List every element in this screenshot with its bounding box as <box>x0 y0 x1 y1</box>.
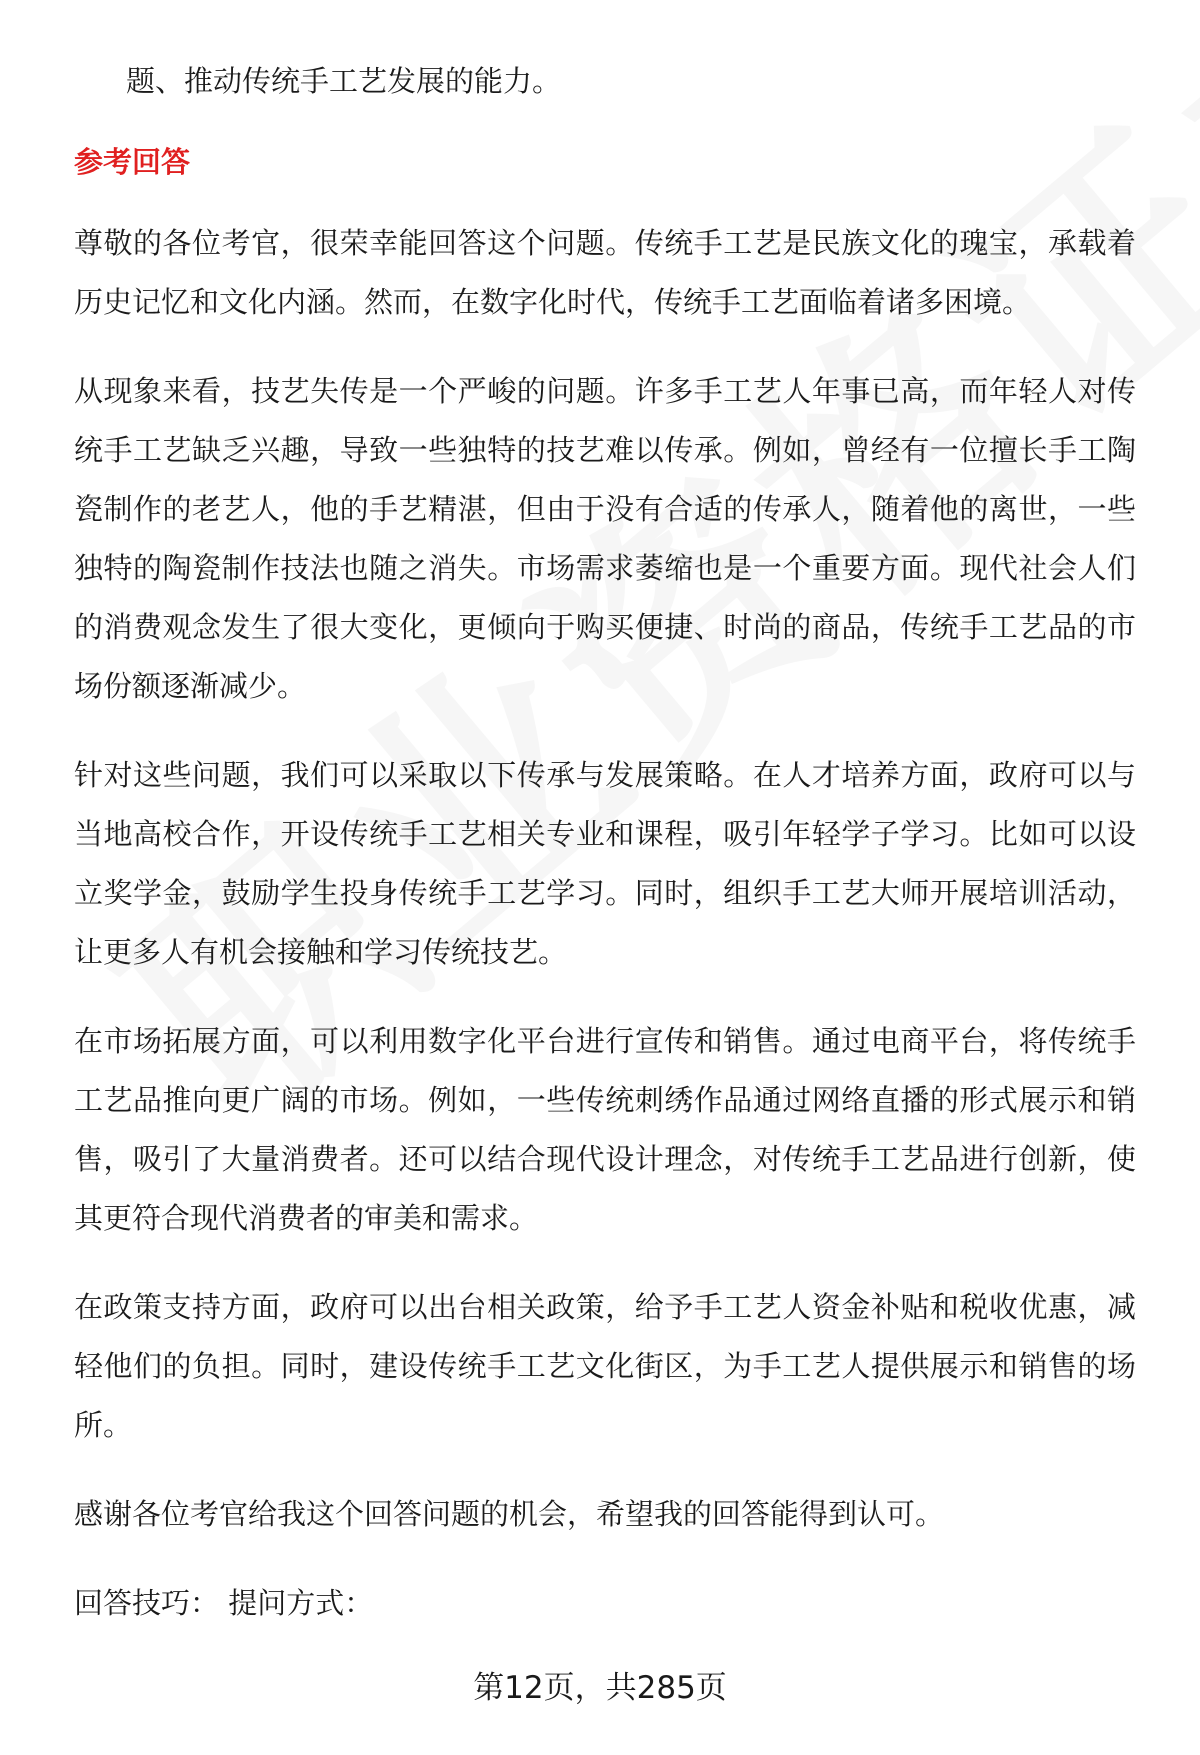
paragraph-intro: 尊敬的各位考官，很荣幸能回答这个问题。传统手工艺是民族文化的瑰宝，承载着历史记忆和文化内涵。然而，在数字化时代，传统手工艺面临着诸多困境。 <box>74 226 1136 319</box>
answer-tips-label: 回答技巧： 提问方式： <box>74 1586 374 1620</box>
paragraph-policy-strategy: 在政策支持方面，政府可以出台相关政策，给予手工艺人资金补贴和税收优惠，减轻他们的负担。同时，建设传统手工艺文化街区，为手工艺人提供展示和销售的场所。 <box>74 1290 1136 1442</box>
paragraph-talent-strategy: 针对这些问题，我们可以采取以下传承与发展策略。在人才培养方面，政府可以与当地高校合作，开设传统手工艺相关专业和课程，吸引年轻学子学习。比如可以设立奖学金，鼓励学生投身传统手工艺学习。同时，组织手工艺大师开展培训活动，让更多人有机会接触和学习传统技艺。 <box>74 758 1136 969</box>
page-number: 第12页，共285页 <box>473 1670 727 1706</box>
continuation-line: 题、推动传统手工艺发展的能力。 <box>126 64 562 98</box>
paragraph-market-strategy: 在市场拓展方面，可以利用数字化平台进行宣传和销售。通过电商平台，将传统手工艺品推向更广阔的市场。例如，一些传统刺绣作品通过网络直播的形式展示和销售，吸引了大量消费者。还可以结合现代设计理念，对传统手工艺品进行创新，使其更符合现代消费者的审美和需求。 <box>74 1024 1136 1235</box>
page-content <box>74 52 1136 1663</box>
section-heading: 参考回答 <box>74 145 191 179</box>
paragraph-closing: 感谢各位考官给我这个回答问题的机会，希望我的回答能得到认可。 <box>74 1497 945 1531</box>
paragraph-phenomena: 从现象来看，技艺失传是一个严峻的问题。许多手工艺人年事已高，而年轻人对传统手工艺缺乏兴趣，导致一些独特的技艺难以传承。例如，曾经有一位擅长手工陶瓷制作的老艺人，他的手艺精湛，但由于没有合适的传承人，随着他的离世，一些独特的陶瓷制作技法也随之消失。市场需求萎缩也是一个重要方面。现代社会人们的消费观念发生了很大变化，更倾向于购买便捷、时尚的商品，传统手工艺品的市场份额逐渐减少。 <box>74 374 1136 703</box>
